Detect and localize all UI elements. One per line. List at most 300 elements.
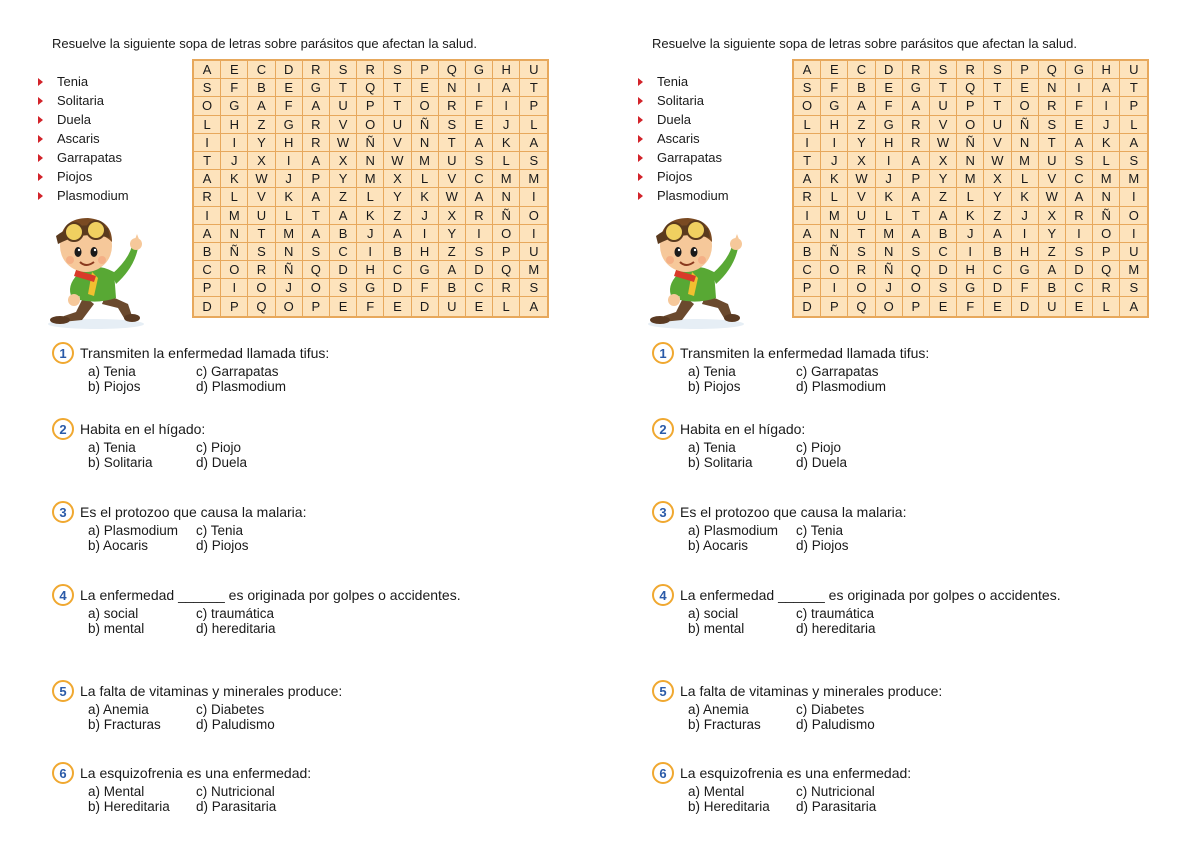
grid-cell[interactable]: W — [439, 188, 466, 206]
grid-cell[interactable]: A — [194, 225, 221, 243]
grid-cell[interactable]: H — [493, 61, 520, 79]
grid-cell[interactable]: P — [303, 170, 330, 188]
grid-cell[interactable]: W — [930, 134, 957, 152]
grid-cell[interactable]: F — [466, 97, 493, 115]
grid-cell[interactable]: K — [876, 188, 903, 206]
answer-option[interactable]: a) Tenia — [688, 364, 736, 379]
grid-cell[interactable]: O — [903, 279, 930, 297]
grid-cell[interactable]: L — [520, 116, 547, 134]
grid-cell[interactable]: H — [876, 134, 903, 152]
answer-option[interactable]: a) Tenia — [88, 364, 136, 379]
grid-cell[interactable]: M — [1120, 261, 1147, 279]
grid-cell[interactable]: I — [821, 134, 848, 152]
grid-cell[interactable]: T — [330, 79, 357, 97]
grid-cell[interactable]: T — [520, 79, 547, 97]
grid-cell[interactable]: A — [248, 97, 275, 115]
grid-cell[interactable]: S — [984, 61, 1011, 79]
grid-cell[interactable]: N — [1039, 79, 1066, 97]
grid-cell[interactable]: N — [357, 152, 384, 170]
grid-cell[interactable]: K — [276, 188, 303, 206]
grid-cell[interactable]: L — [1093, 152, 1120, 170]
grid-cell[interactable]: A — [1066, 188, 1093, 206]
grid-cell[interactable]: A — [1039, 261, 1066, 279]
grid-cell[interactable]: Q — [493, 261, 520, 279]
grid-cell[interactable]: U — [330, 97, 357, 115]
grid-cell[interactable]: S — [303, 243, 330, 261]
grid-cell[interactable]: J — [276, 279, 303, 297]
grid-cell[interactable]: S — [384, 61, 411, 79]
grid-cell[interactable]: N — [1093, 188, 1120, 206]
grid-cell[interactable]: H — [412, 243, 439, 261]
grid-cell[interactable]: X — [248, 152, 275, 170]
grid-cell[interactable]: J — [493, 116, 520, 134]
grid-cell[interactable]: M — [412, 152, 439, 170]
grid-cell[interactable]: T — [194, 152, 221, 170]
grid-cell[interactable]: X — [848, 152, 875, 170]
grid-cell[interactable]: S — [466, 243, 493, 261]
grid-cell[interactable]: J — [1093, 116, 1120, 134]
grid-cell[interactable]: J — [357, 225, 384, 243]
grid-cell[interactable]: P — [821, 297, 848, 315]
grid-cell[interactable]: Z — [930, 188, 957, 206]
grid-cell[interactable]: Z — [984, 207, 1011, 225]
grid-cell[interactable]: T — [1039, 134, 1066, 152]
grid-cell[interactable]: I — [466, 225, 493, 243]
grid-cell[interactable]: N — [439, 79, 466, 97]
grid-cell[interactable]: N — [276, 243, 303, 261]
grid-cell[interactable]: D — [984, 279, 1011, 297]
grid-cell[interactable]: R — [248, 261, 275, 279]
grid-cell[interactable]: W — [384, 152, 411, 170]
grid-cell[interactable]: A — [466, 134, 493, 152]
grid-cell[interactable]: C — [930, 243, 957, 261]
grid-cell[interactable]: Y — [1039, 225, 1066, 243]
answer-option[interactable]: c) Piojo — [196, 440, 242, 455]
answer-option[interactable]: a) Tenia — [688, 440, 736, 455]
grid-cell[interactable]: I — [1012, 225, 1039, 243]
answer-option[interactable]: c) traumática — [796, 606, 875, 621]
grid-cell[interactable]: P — [194, 279, 221, 297]
grid-cell[interactable]: W — [848, 170, 875, 188]
grid-cell[interactable]: M — [957, 170, 984, 188]
grid-cell[interactable]: X — [1039, 207, 1066, 225]
grid-cell[interactable]: I — [357, 243, 384, 261]
grid-cell[interactable]: Z — [439, 243, 466, 261]
answer-option[interactable]: b) Hereditaria — [88, 799, 170, 814]
grid-cell[interactable]: P — [1093, 243, 1120, 261]
grid-cell[interactable]: B — [248, 79, 275, 97]
grid-cell[interactable]: C — [466, 170, 493, 188]
grid-cell[interactable]: B — [439, 279, 466, 297]
grid-cell[interactable]: Ñ — [276, 261, 303, 279]
grid-cell[interactable]: M — [357, 170, 384, 188]
grid-cell[interactable]: K — [221, 170, 248, 188]
grid-cell[interactable]: M — [520, 261, 547, 279]
grid-cell[interactable]: R — [1066, 207, 1093, 225]
grid-cell[interactable]: M — [221, 207, 248, 225]
grid-cell[interactable]: A — [903, 152, 930, 170]
grid-cell[interactable]: A — [984, 225, 1011, 243]
grid-cell[interactable]: P — [520, 97, 547, 115]
grid-cell[interactable]: A — [1120, 134, 1147, 152]
grid-cell[interactable]: A — [330, 207, 357, 225]
grid-cell[interactable]: E — [1066, 297, 1093, 315]
grid-cell[interactable]: J — [1012, 207, 1039, 225]
grid-cell[interactable]: E — [466, 116, 493, 134]
grid-cell[interactable]: A — [930, 207, 957, 225]
grid-cell[interactable]: B — [1039, 279, 1066, 297]
grid-cell[interactable]: D — [1012, 297, 1039, 315]
answer-option[interactable]: d) Duela — [196, 455, 248, 470]
grid-cell[interactable]: N — [876, 243, 903, 261]
grid-cell[interactable]: T — [384, 79, 411, 97]
grid-cell[interactable]: P — [903, 297, 930, 315]
grid-cell[interactable]: I — [276, 152, 303, 170]
grid-cell[interactable]: A — [903, 188, 930, 206]
grid-cell[interactable]: Ñ — [876, 261, 903, 279]
grid-cell[interactable]: G — [821, 97, 848, 115]
answer-option[interactable]: c) Nutricional — [196, 784, 275, 799]
answer-option[interactable]: b) Piojos — [688, 379, 741, 394]
grid-cell[interactable]: S — [794, 79, 821, 97]
grid-cell[interactable]: O — [276, 297, 303, 315]
grid-cell[interactable]: G — [903, 79, 930, 97]
grid-cell[interactable]: Q — [903, 261, 930, 279]
grid-cell[interactable]: I — [794, 134, 821, 152]
grid-cell[interactable]: H — [957, 261, 984, 279]
grid-cell[interactable]: U — [930, 97, 957, 115]
grid-cell[interactable]: K — [957, 207, 984, 225]
grid-cell[interactable]: D — [466, 261, 493, 279]
answer-option[interactable]: c) Piojo — [796, 440, 842, 455]
grid-cell[interactable]: R — [303, 134, 330, 152]
answer-option[interactable]: a) Anemia — [688, 702, 749, 717]
grid-cell[interactable]: O — [876, 297, 903, 315]
grid-cell[interactable]: A — [439, 261, 466, 279]
grid-cell[interactable]: C — [330, 243, 357, 261]
grid-cell[interactable]: N — [821, 225, 848, 243]
grid-cell[interactable]: S — [330, 279, 357, 297]
grid-cell[interactable]: L — [194, 116, 221, 134]
grid-cell[interactable]: O — [821, 261, 848, 279]
grid-cell[interactable]: F — [357, 297, 384, 315]
grid-cell[interactable]: E — [384, 297, 411, 315]
grid-cell[interactable]: E — [984, 297, 1011, 315]
grid-cell[interactable]: W — [1039, 188, 1066, 206]
grid-cell[interactable]: U — [1120, 243, 1147, 261]
grid-cell[interactable]: Q — [248, 297, 275, 315]
grid-cell[interactable]: R — [903, 134, 930, 152]
answer-option[interactable]: b) Piojos — [88, 379, 141, 394]
grid-cell[interactable]: U — [439, 297, 466, 315]
grid-cell[interactable]: O — [412, 97, 439, 115]
answer-option[interactable]: b) Solitaria — [88, 455, 153, 470]
grid-cell[interactable]: E — [412, 79, 439, 97]
grid-cell[interactable]: V — [1039, 170, 1066, 188]
grid-cell[interactable]: J — [876, 170, 903, 188]
grid-cell[interactable]: P — [357, 97, 384, 115]
grid-cell[interactable]: X — [439, 207, 466, 225]
grid-cell[interactable]: O — [248, 279, 275, 297]
grid-cell[interactable]: G — [357, 279, 384, 297]
grid-cell[interactable]: X — [930, 152, 957, 170]
grid-cell[interactable]: T — [1120, 79, 1147, 97]
grid-cell[interactable]: P — [303, 297, 330, 315]
answer-option[interactable]: d) Plasmodium — [196, 379, 287, 394]
grid-cell[interactable]: S — [930, 279, 957, 297]
grid-cell[interactable]: R — [794, 188, 821, 206]
grid-cell[interactable]: Q — [848, 297, 875, 315]
grid-cell[interactable]: U — [248, 207, 275, 225]
grid-cell[interactable]: S — [330, 61, 357, 79]
grid-cell[interactable]: E — [1012, 79, 1039, 97]
grid-cell[interactable]: B — [194, 243, 221, 261]
grid-cell[interactable]: A — [1066, 134, 1093, 152]
grid-cell[interactable]: V — [930, 116, 957, 134]
grid-cell[interactable]: R — [957, 61, 984, 79]
grid-cell[interactable]: Y — [248, 134, 275, 152]
grid-cell[interactable]: F — [221, 79, 248, 97]
answer-option[interactable]: b) Hereditaria — [688, 799, 770, 814]
grid-cell[interactable]: A — [794, 225, 821, 243]
grid-cell[interactable]: R — [1039, 97, 1066, 115]
grid-cell[interactable]: B — [330, 225, 357, 243]
grid-cell[interactable]: C — [984, 261, 1011, 279]
answer-option[interactable]: a) Plasmodium — [88, 523, 179, 538]
answer-option[interactable]: b) mental — [688, 621, 745, 636]
grid-cell[interactable]: E — [330, 297, 357, 315]
grid-cell[interactable]: G — [1066, 61, 1093, 79]
answer-option[interactable]: a) social — [688, 606, 739, 621]
grid-cell[interactable]: V — [248, 188, 275, 206]
grid-cell[interactable]: T — [848, 225, 875, 243]
grid-cell[interactable]: R — [1093, 279, 1120, 297]
grid-cell[interactable]: P — [493, 243, 520, 261]
answer-option[interactable]: c) Garrapatas — [796, 364, 879, 379]
grid-cell[interactable]: U — [384, 116, 411, 134]
grid-cell[interactable]: D — [412, 297, 439, 315]
grid-cell[interactable]: K — [357, 207, 384, 225]
grid-cell[interactable]: Q — [303, 261, 330, 279]
grid-cell[interactable]: A — [1129, 299, 1139, 315]
grid-cell[interactable]: E — [466, 297, 493, 315]
grid-cell[interactable]: V — [330, 116, 357, 134]
grid-cell[interactable]: P — [903, 170, 930, 188]
grid-cell[interactable]: Ñ — [821, 243, 848, 261]
grid-cell[interactable]: Q — [1039, 61, 1066, 79]
grid-cell[interactable]: K — [1093, 134, 1120, 152]
grid-cell[interactable]: Ñ — [493, 207, 520, 225]
grid-cell[interactable]: R — [903, 116, 930, 134]
grid-cell[interactable]: G — [957, 279, 984, 297]
grid-cell[interactable]: U — [1039, 297, 1066, 315]
grid-cell[interactable]: A — [493, 79, 520, 97]
grid-cell[interactable]: E — [276, 79, 303, 97]
grid-cell[interactable]: I — [412, 225, 439, 243]
grid-cell[interactable]: R — [903, 61, 930, 79]
grid-cell[interactable]: Q — [1093, 261, 1120, 279]
answer-option[interactable]: a) Anemia — [88, 702, 149, 717]
answer-option[interactable]: a) Plasmodium — [688, 523, 779, 538]
grid-cell[interactable]: G — [412, 261, 439, 279]
answer-option[interactable]: d) Piojos — [196, 538, 249, 553]
grid-cell[interactable]: S — [1120, 152, 1147, 170]
grid-cell[interactable]: X — [384, 170, 411, 188]
grid-cell[interactable]: W — [984, 152, 1011, 170]
grid-cell[interactable]: C — [1066, 279, 1093, 297]
answer-option[interactable]: c) Diabetes — [796, 702, 865, 717]
grid-cell[interactable]: V — [439, 170, 466, 188]
grid-cell[interactable]: Z — [330, 188, 357, 206]
answer-option[interactable]: a) Mental — [688, 784, 745, 799]
grid-cell[interactable]: L — [794, 116, 821, 134]
grid-cell[interactable]: F — [876, 97, 903, 115]
grid-cell[interactable]: Y — [384, 188, 411, 206]
grid-cell[interactable]: O — [493, 225, 520, 243]
grid-cell[interactable]: I — [1120, 188, 1147, 206]
grid-cell[interactable]: S — [520, 279, 547, 297]
grid-cell[interactable]: T — [984, 79, 1011, 97]
grid-cell[interactable]: K — [821, 170, 848, 188]
grid-cell[interactable]: Q — [439, 61, 466, 79]
grid-cell[interactable]: P — [1012, 61, 1039, 79]
grid-cell[interactable]: I — [821, 279, 848, 297]
grid-cell[interactable]: O — [794, 97, 821, 115]
grid-cell[interactable]: D — [330, 261, 357, 279]
grid-cell[interactable]: O — [1120, 207, 1147, 225]
grid-cell[interactable]: O — [520, 207, 547, 225]
grid-cell[interactable]: R — [439, 97, 466, 115]
grid-cell[interactable]: A — [903, 97, 930, 115]
grid-cell[interactable]: N — [957, 152, 984, 170]
answer-option[interactable]: c) Tenia — [796, 523, 844, 538]
answer-option[interactable]: b) mental — [88, 621, 145, 636]
grid-cell[interactable]: B — [848, 79, 875, 97]
grid-cell[interactable]: A — [194, 170, 221, 188]
grid-cell[interactable]: S — [1066, 243, 1093, 261]
grid-cell[interactable]: E — [221, 61, 248, 79]
grid-cell[interactable]: I — [1066, 79, 1093, 97]
answer-option[interactable]: d) hereditaria — [796, 621, 876, 636]
grid-cell[interactable]: V — [848, 188, 875, 206]
answer-option[interactable]: d) Piojos — [796, 538, 849, 553]
grid-cell[interactable]: D — [194, 297, 221, 315]
grid-cell[interactable]: K — [493, 134, 520, 152]
grid-cell[interactable]: A — [903, 225, 930, 243]
grid-cell[interactable]: M — [821, 207, 848, 225]
grid-cell[interactable]: L — [493, 297, 520, 315]
grid-cell[interactable]: M — [1120, 170, 1147, 188]
grid-cell[interactable]: B — [984, 243, 1011, 261]
grid-cell[interactable]: H — [1093, 61, 1120, 79]
grid-cell[interactable]: E — [821, 61, 848, 79]
grid-cell[interactable]: W — [248, 170, 275, 188]
grid-cell[interactable]: N — [1012, 134, 1039, 152]
grid-cell[interactable]: O — [221, 261, 248, 279]
answer-option[interactable]: c) Garrapatas — [196, 364, 279, 379]
grid-cell[interactable]: N — [493, 188, 520, 206]
grid-cell[interactable]: S — [439, 116, 466, 134]
grid-cell[interactable]: O — [357, 116, 384, 134]
grid-cell[interactable]: J — [821, 152, 848, 170]
grid-cell[interactable]: D — [276, 61, 303, 79]
grid-cell[interactable]: A — [1093, 79, 1120, 97]
grid-cell[interactable]: X — [984, 170, 1011, 188]
grid-cell[interactable]: C — [248, 61, 275, 79]
grid-cell[interactable]: L — [1120, 116, 1147, 134]
grid-cell[interactable]: N — [412, 134, 439, 152]
answer-option[interactable]: d) Duela — [796, 455, 848, 470]
grid-cell[interactable]: S — [1039, 116, 1066, 134]
grid-cell[interactable]: F — [1012, 279, 1039, 297]
grid-cell[interactable]: U — [1120, 61, 1147, 79]
answer-option[interactable]: a) Mental — [88, 784, 145, 799]
grid-cell[interactable]: I — [1066, 225, 1093, 243]
grid-cell[interactable]: S — [903, 243, 930, 261]
grid-cell[interactable]: M — [520, 170, 547, 188]
grid-cell[interactable]: I — [221, 134, 248, 152]
grid-cell[interactable]: D — [384, 279, 411, 297]
answer-option[interactable]: d) Parasitaria — [796, 799, 877, 814]
grid-cell[interactable]: G — [303, 79, 330, 97]
grid-cell[interactable]: T — [984, 97, 1011, 115]
grid-cell[interactable]: Z — [384, 207, 411, 225]
grid-cell[interactable]: Q — [957, 79, 984, 97]
answer-option[interactable]: b) Fracturas — [88, 717, 161, 732]
grid-cell[interactable]: P — [1120, 97, 1147, 115]
grid-cell[interactable]: A — [303, 188, 330, 206]
grid-cell[interactable]: Z — [848, 116, 875, 134]
answer-option[interactable]: a) social — [88, 606, 139, 621]
grid-cell[interactable]: X — [330, 152, 357, 170]
grid-cell[interactable]: I — [520, 225, 547, 243]
grid-cell[interactable]: S — [248, 243, 275, 261]
grid-cell[interactable]: R — [466, 207, 493, 225]
grid-cell[interactable]: A — [303, 152, 330, 170]
grid-cell[interactable]: A — [529, 299, 539, 315]
grid-cell[interactable]: O — [1012, 97, 1039, 115]
grid-cell[interactable]: R — [357, 61, 384, 79]
grid-cell[interactable]: L — [276, 207, 303, 225]
grid-cell[interactable]: M — [1093, 170, 1120, 188]
grid-cell[interactable]: I — [493, 97, 520, 115]
grid-cell[interactable]: Ñ — [357, 134, 384, 152]
grid-cell[interactable]: I — [1120, 225, 1147, 243]
grid-cell[interactable]: F — [1066, 97, 1093, 115]
grid-cell[interactable]: F — [957, 297, 984, 315]
grid-cell[interactable]: L — [357, 188, 384, 206]
grid-cell[interactable]: T — [303, 207, 330, 225]
grid-cell[interactable]: G — [221, 97, 248, 115]
answer-option[interactable]: d) Paludismo — [796, 717, 875, 732]
grid-cell[interactable]: A — [848, 97, 875, 115]
answer-option[interactable]: d) Parasitaria — [196, 799, 277, 814]
grid-cell[interactable]: V — [384, 134, 411, 152]
grid-cell[interactable]: S — [848, 243, 875, 261]
grid-cell[interactable]: M — [1012, 152, 1039, 170]
answer-option[interactable]: d) Paludismo — [196, 717, 275, 732]
answer-option[interactable]: b) Aocaris — [688, 538, 749, 553]
grid-cell[interactable]: P — [957, 97, 984, 115]
grid-cell[interactable]: R — [303, 61, 330, 79]
grid-cell[interactable]: Ñ — [1093, 207, 1120, 225]
grid-cell[interactable]: I — [876, 152, 903, 170]
grid-cell[interactable]: C — [384, 261, 411, 279]
grid-cell[interactable]: S — [520, 152, 547, 170]
grid-cell[interactable]: S — [930, 61, 957, 79]
answer-option[interactable]: a) Tenia — [88, 440, 136, 455]
grid-cell[interactable]: I — [794, 207, 821, 225]
